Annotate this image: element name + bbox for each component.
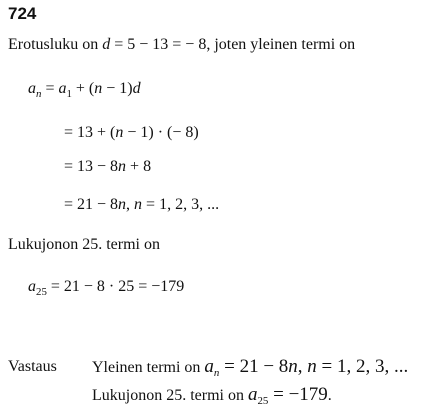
answer-1-tail: = 1, 2, 3, ... [316, 356, 409, 377]
answer-line-2 [92, 384, 332, 406]
answer-1-eq: = 21 − 8 [219, 356, 289, 377]
answer-1-text: Yleinen termi on [92, 359, 205, 376]
answer-label: Vastaus [8, 358, 57, 375]
answer-2-text: Lukujonon 25. termi on [92, 387, 248, 404]
step-3-b: + 8 [126, 158, 152, 175]
answer-1-a: a [204, 356, 214, 377]
answer-2-eq: = −179 [268, 384, 328, 405]
intro-d-var: d [102, 36, 111, 53]
answer-1-sep: , [297, 356, 308, 377]
answer-2-a: a [247, 384, 258, 405]
formula-n: n [94, 80, 103, 97]
formula-eq: = [41, 80, 59, 97]
term25-formula [28, 278, 184, 296]
term25-sub: 25 [36, 285, 47, 298]
formula-d: d [132, 80, 141, 97]
formula-plus: + ( [71, 80, 95, 97]
step-2 [64, 124, 199, 142]
answer-2-end: . [327, 387, 332, 404]
intro-line [8, 36, 355, 54]
step-4-c: = 1, 2, 3, ... [142, 196, 220, 213]
answer-1-n2: n [307, 356, 317, 377]
formula-lhs-a: a [28, 80, 36, 97]
formula-tail: − 1) [102, 80, 133, 97]
step-3 [64, 158, 151, 176]
step-4-n2: n [134, 196, 143, 213]
answer-2-sub: 25 [257, 394, 269, 407]
step-4-a: = 21 − 8 [64, 196, 119, 213]
intro-d-expr: = 5 − 13 = − 8 [110, 36, 207, 53]
step-2-a: = 13 + ( [64, 124, 116, 141]
intro-prefix: Erotusluku on [8, 36, 103, 53]
step-4 [64, 196, 219, 214]
step-3-a: = 13 − 8 [64, 158, 119, 175]
step-4-b: , [126, 196, 135, 213]
term25-a: a [28, 278, 36, 295]
answer-line-1 [92, 356, 408, 378]
answer-1-n: n [288, 356, 298, 377]
formula-lhs-sub: n [36, 87, 42, 100]
formula-rhs-sub: 1 [66, 87, 72, 100]
answer-1-sub: n [213, 366, 220, 379]
term25-label: Lukujonon 25. termi on [8, 236, 160, 253]
step-2-tail: − 1) · (− 8) [123, 124, 199, 141]
intro-suffix: , joten yleinen termi on [206, 36, 356, 53]
problem-number: 724 [8, 4, 37, 23]
step-3-n: n [118, 158, 127, 175]
term25-expr: = 21 − 8 · 25 = −179 [46, 278, 185, 295]
formula-rhs-a: a [58, 80, 67, 97]
step-4-n: n [118, 196, 127, 213]
step-2-n: n [115, 124, 124, 141]
formula-general [28, 80, 141, 98]
